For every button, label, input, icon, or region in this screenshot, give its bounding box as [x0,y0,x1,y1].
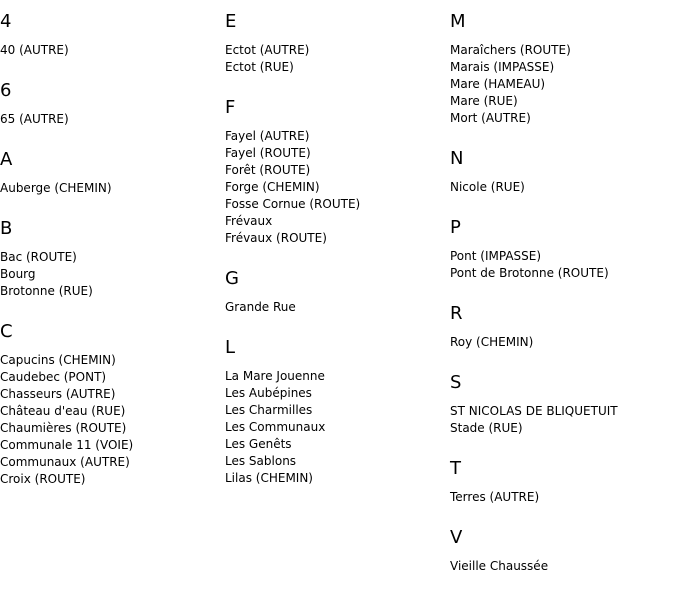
street-list-item [225,470,445,487]
street-list-item [225,59,445,76]
street-link[interactable]: Marais (IMPASSE) [450,60,555,74]
street-list-item [450,179,675,196]
street-list-item [0,471,220,488]
street-link[interactable]: Croix (ROUTE) [0,472,86,486]
street-list [450,32,675,137]
letter-heading: C [0,321,13,342]
street-list-item [225,213,445,230]
street-link[interactable]: Les Charmilles [225,403,313,417]
street-list [225,118,445,257]
street-list [450,548,675,585]
street-list-item [0,369,220,386]
letter-group [0,138,220,207]
street-list-item [225,368,445,385]
street-link[interactable]: 65 (AUTRE) [0,112,69,126]
street-list-item [225,299,445,316]
street-link[interactable]: Forêt (ROUTE) [225,163,311,177]
street-list [450,393,675,447]
letter-heading: B [0,218,13,239]
street-link[interactable]: Fosse Cornue (ROUTE) [225,197,361,211]
letter-group [225,86,445,257]
street-list-item [225,436,445,453]
letter-group [0,207,220,310]
letter-heading: A [0,149,13,170]
street-link[interactable]: Capucins (CHEMIN) [0,353,116,367]
street-list-item [450,110,675,127]
street-link[interactable]: Brotonne (RUE) [0,284,93,298]
street-list [0,239,220,310]
street-list-item [450,76,675,93]
letter-group [450,137,675,206]
street-link[interactable]: Terres (AUTRE) [450,490,540,504]
street-link[interactable]: Pont de Brotonne (ROUTE) [450,266,609,280]
street-list [225,289,445,326]
street-list-item [0,249,220,266]
letter-heading: N [450,148,464,169]
street-link[interactable]: Grande Rue [225,300,296,314]
street-link[interactable]: Pont (IMPASSE) [450,249,542,263]
letter-heading: 6 [0,80,12,101]
street-list-item [450,334,675,351]
letter-group [450,361,675,447]
street-list-item [0,403,220,420]
street-link[interactable]: ST NICOLAS DE BLIQUETUIT [450,404,618,418]
street-list-item [0,437,220,454]
index-column-3 [450,0,675,585]
street-list [450,479,675,516]
letter-group [450,206,675,292]
letter-heading: R [450,303,463,324]
street-link[interactable]: Bac (ROUTE) [0,250,77,264]
letter-group [450,447,675,516]
street-list-item [0,352,220,369]
street-list-item [225,179,445,196]
street-link[interactable]: Ectot (RUE) [225,60,294,74]
street-link[interactable]: Caudebec (PONT) [0,370,107,384]
letter-group [0,69,220,138]
letter-heading: L [225,337,236,358]
street-link[interactable]: Chaumières (ROUTE) [0,421,127,435]
street-link[interactable]: Auberge (CHEMIN) [0,181,112,195]
street-link[interactable]: Les Genêts [225,437,292,451]
street-list-item [225,196,445,213]
street-list-item [0,454,220,471]
street-link[interactable]: Roy (CHEMIN) [450,335,534,349]
street-link[interactable]: Bourg [0,267,36,281]
street-link[interactable]: Mare (RUE) [450,94,518,108]
letter-group [225,257,445,326]
street-list-item [450,420,675,437]
street-link[interactable]: Stade (RUE) [450,421,523,435]
letter-heading: P [450,217,461,238]
street-list-item [225,230,445,247]
street-link[interactable]: Vieille Chaussée [450,559,549,573]
street-link[interactable]: Lilas (CHEMIN) [225,471,313,485]
letter-group [450,516,675,585]
letter-heading: G [225,268,239,289]
street-list-item [0,420,220,437]
street-list-item [225,128,445,145]
street-link[interactable]: Ectot (AUTRE) [225,43,310,57]
letter-heading: M [450,11,466,32]
street-list-item [0,42,220,59]
letter-group [225,326,445,497]
street-link[interactable]: Chasseurs (AUTRE) [0,387,116,401]
street-list [450,238,675,292]
street-list-item [225,42,445,59]
street-link[interactable]: Les Communaux [225,420,326,434]
street-list-item [450,93,675,110]
street-list [0,170,220,207]
index-column-1 [0,0,220,498]
letter-group [450,292,675,361]
street-list-item [225,145,445,162]
street-link[interactable]: Frévaux (ROUTE) [225,231,327,245]
letter-heading: S [450,372,462,393]
street-list [0,342,220,498]
street-link[interactable]: Fayel (AUTRE) [225,129,310,143]
street-link[interactable]: Mort (AUTRE) [450,111,531,125]
street-link[interactable]: Mare (HAMEAU) [450,77,546,91]
letter-heading: F [225,97,236,118]
street-list-item [225,453,445,470]
street-list-item [450,558,675,575]
street-link[interactable]: Maraîchers (ROUTE) [450,43,571,57]
street-list-item [0,386,220,403]
street-link[interactable]: Fayel (ROUTE) [225,146,311,160]
street-list-item [0,180,220,197]
street-list-item [450,403,675,420]
street-list-item [225,419,445,436]
street-list [225,358,445,497]
index-column-2 [225,0,445,497]
street-list-item [0,266,220,283]
street-list-item [225,385,445,402]
letter-heading: 4 [0,11,12,32]
letter-heading: T [450,458,461,479]
street-list-item [0,111,220,128]
letter-heading: V [450,527,463,548]
letter-group [0,0,220,69]
letter-group [225,0,445,86]
street-link[interactable]: Les Aubépines [225,386,312,400]
street-list-item [450,265,675,282]
street-link[interactable]: Les Sablons [225,454,297,468]
street-link[interactable]: Frévaux [225,214,273,228]
letter-group [450,0,675,137]
street-list-item [450,248,675,265]
street-list [0,32,220,69]
letter-group [0,310,220,498]
street-link[interactable]: La Mare Jouenne [225,369,325,383]
street-list-item [225,402,445,419]
street-list-item [0,283,220,300]
street-list [450,324,675,361]
letter-heading: E [225,11,237,32]
street-list-item [450,489,675,506]
street-link[interactable]: Communaux (AUTRE) [0,455,130,469]
street-list-item [450,59,675,76]
street-list [450,169,675,206]
street-link[interactable]: 40 (AUTRE) [0,43,69,57]
street-list [0,101,220,138]
street-link[interactable]: Nicole (RUE) [450,180,525,194]
street-list-item [225,162,445,179]
street-list [225,32,445,86]
street-link[interactable]: Communale 11 (VOIE) [0,438,134,452]
street-link[interactable]: Château d'eau (RUE) [0,404,126,418]
street-link[interactable]: Forge (CHEMIN) [225,180,320,194]
street-list-item [450,42,675,59]
